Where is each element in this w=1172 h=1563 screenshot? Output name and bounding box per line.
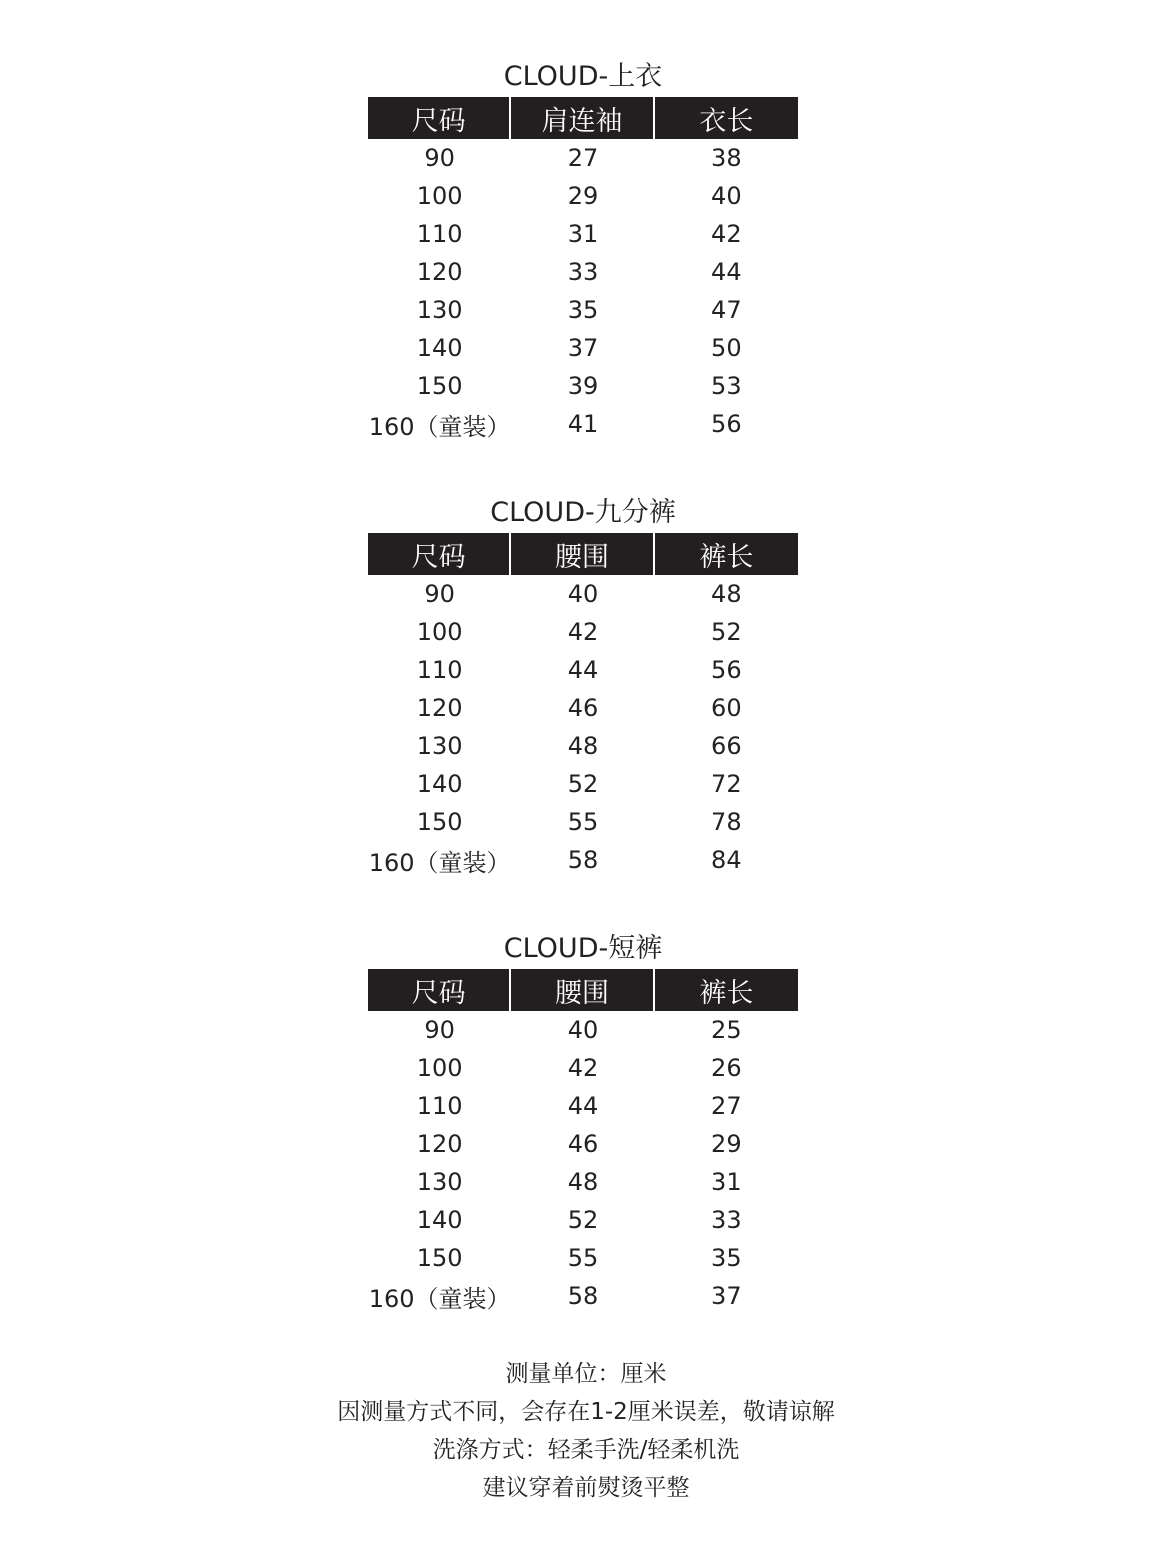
cell-value: 42 [711, 220, 742, 248]
cell-value: 46 [567, 694, 599, 722]
cell-size: 110 [416, 656, 463, 684]
table-row [368, 177, 798, 215]
size-chart-top [368, 57, 798, 443]
cell-value: 42 [567, 1054, 599, 1082]
cell-value: 37 [711, 1282, 742, 1310]
cell-size: 110 [416, 220, 463, 248]
cell-value: 46 [567, 1130, 599, 1158]
table-row [368, 765, 798, 803]
table-row [368, 1239, 798, 1277]
table-row [368, 291, 798, 329]
cell-value: 44 [567, 656, 599, 684]
header-measure-2: 裤长 [655, 533, 798, 575]
cell-value: 48 [567, 732, 599, 760]
table-row [368, 613, 798, 651]
cell-value: 25 [711, 1016, 742, 1044]
cell-value: 48 [567, 1168, 599, 1196]
header-size: 尺码 [368, 533, 511, 575]
table-row [368, 405, 798, 443]
cell-size: 100 [416, 618, 463, 646]
cell-value: 56 [711, 410, 742, 438]
table-row [368, 139, 798, 177]
table-header-row [368, 969, 798, 1011]
cell-size: 120 [416, 694, 463, 722]
cell-value: 50 [711, 334, 742, 362]
cell-size: 90 [424, 144, 455, 172]
cell-value: 27 [567, 144, 599, 172]
cell-value: 72 [711, 770, 742, 798]
cell-value: 35 [567, 296, 599, 324]
cell-value: 52 [711, 618, 742, 646]
cell-value: 60 [711, 694, 742, 722]
note-tolerance: 因测量方式不同，会存在1-2厘米误差，敬请谅解 [337, 1399, 835, 1425]
cell-value: 33 [567, 258, 599, 286]
table-row [368, 367, 798, 405]
cell-value: 58 [567, 846, 599, 874]
cell-value: 48 [711, 580, 742, 608]
header-measure-2: 衣长 [655, 97, 798, 139]
table-row [368, 727, 798, 765]
table-row [368, 1087, 798, 1125]
table-row [368, 1201, 798, 1239]
cell-value: 56 [711, 656, 742, 684]
table-row [368, 253, 798, 291]
cell-value: 66 [711, 732, 742, 760]
header-measure-1: 腰围 [511, 969, 654, 1011]
cell-value: 31 [711, 1168, 742, 1196]
size-chart-shorts [368, 929, 798, 1315]
cell-value: 27 [711, 1092, 742, 1120]
cell-size: 140 [416, 1206, 463, 1234]
cell-value: 39 [567, 372, 599, 400]
cell-size: 150 [416, 808, 463, 836]
cell-value: 31 [567, 220, 599, 248]
cell-value: 35 [711, 1244, 742, 1272]
cell-size: 140 [416, 334, 463, 362]
cell-value: 47 [711, 296, 742, 324]
cell-size: 130 [416, 732, 463, 760]
cell-size: 160（童装） [368, 848, 511, 877]
table-row [368, 575, 798, 613]
section-title: CLOUD-短裤 [503, 933, 663, 964]
cell-size: 120 [416, 258, 463, 286]
section-title: CLOUD-上衣 [503, 61, 663, 92]
cell-value: 44 [567, 1092, 599, 1120]
cell-value: 55 [567, 1244, 599, 1272]
cell-value: 53 [711, 372, 742, 400]
cell-value: 52 [567, 770, 599, 798]
cell-size: 150 [416, 372, 463, 400]
size-table [368, 533, 798, 879]
cell-value: 29 [711, 1130, 742, 1158]
header-measure-1: 肩连袖 [511, 97, 654, 139]
cell-value: 44 [711, 258, 742, 286]
table-row [368, 651, 798, 689]
cell-size: 110 [416, 1092, 463, 1120]
note-ironing: 建议穿着前熨烫平整 [482, 1475, 690, 1501]
table-row [368, 1125, 798, 1163]
cell-size: 100 [416, 182, 463, 210]
cell-size: 90 [424, 1016, 455, 1044]
table-row [368, 841, 798, 879]
cell-value: 33 [711, 1206, 742, 1234]
table-row [368, 803, 798, 841]
table-row [368, 215, 798, 253]
table-row [368, 1011, 798, 1049]
table-row [368, 1277, 798, 1315]
cell-size: 100 [416, 1054, 463, 1082]
cell-size: 150 [416, 1244, 463, 1272]
cell-value: 55 [567, 808, 599, 836]
cell-value: 37 [567, 334, 599, 362]
header-size: 尺码 [368, 969, 511, 1011]
cell-size: 160（童装） [368, 412, 511, 441]
table-row [368, 689, 798, 727]
size-table [368, 969, 798, 1315]
cell-value: 84 [711, 846, 742, 874]
cell-value: 58 [567, 1282, 599, 1310]
header-measure-2: 裤长 [655, 969, 798, 1011]
size-chart-cropped-pants [368, 493, 798, 879]
cell-value: 40 [567, 580, 599, 608]
cell-value: 42 [567, 618, 599, 646]
cell-size: 90 [424, 580, 455, 608]
table-row [368, 1163, 798, 1201]
section-title: CLOUD-九分裤 [490, 497, 676, 528]
size-table [368, 97, 798, 443]
header-size: 尺码 [368, 97, 511, 139]
note-unit: 测量单位：厘米 [505, 1361, 667, 1387]
cell-value: 29 [567, 182, 599, 210]
care-notes [0, 1355, 1172, 1507]
cell-value: 40 [567, 1016, 599, 1044]
table-header-row [368, 97, 798, 139]
cell-value: 52 [567, 1206, 599, 1234]
cell-size: 160（童装） [368, 1284, 511, 1313]
cell-value: 41 [567, 410, 599, 438]
cell-value: 78 [711, 808, 742, 836]
note-washing: 洗涤方式：轻柔手洗/轻柔机洗 [432, 1437, 740, 1463]
table-row [368, 329, 798, 367]
table-header-row [368, 533, 798, 575]
cell-value: 26 [711, 1054, 742, 1082]
table-row [368, 1049, 798, 1087]
cell-size: 130 [416, 1168, 463, 1196]
cell-value: 40 [711, 182, 742, 210]
cell-size: 120 [416, 1130, 463, 1158]
cell-value: 38 [711, 144, 742, 172]
cell-size: 130 [416, 296, 463, 324]
header-measure-1: 腰围 [511, 533, 654, 575]
cell-size: 140 [416, 770, 463, 798]
